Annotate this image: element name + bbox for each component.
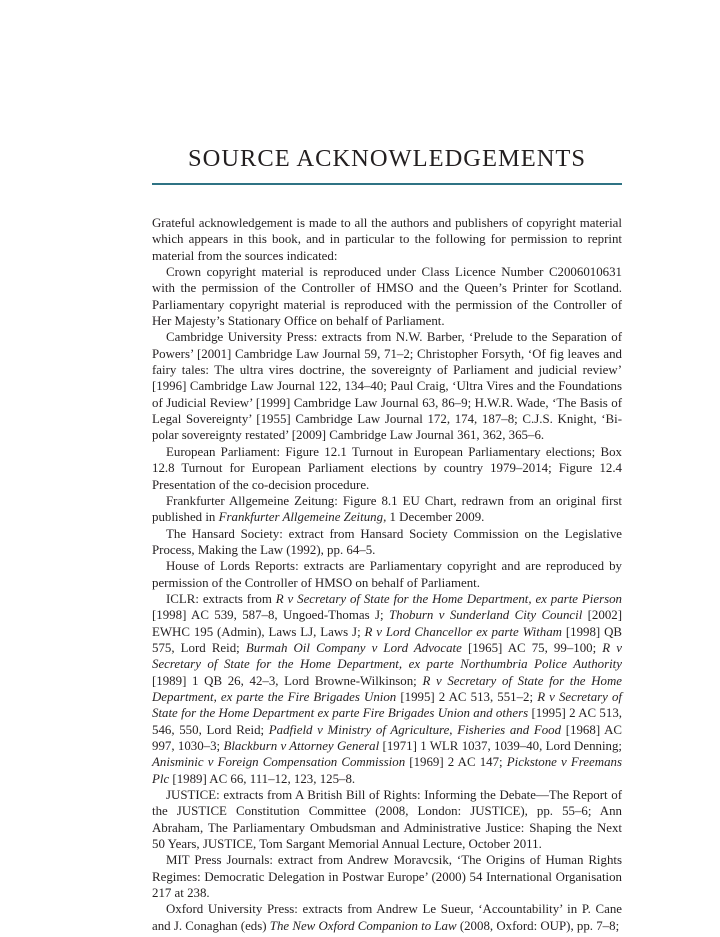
acknowledgements-body [152, 215, 622, 934]
paragraph [152, 215, 622, 264]
page-title: SOURCE ACKNOWLEDGEMENTS [188, 145, 586, 172]
title-rule [152, 183, 622, 185]
italic-text: Anisminic v Foreign Compensation Commission [152, 755, 406, 770]
text-run: [1965] AC 75, 99–100; [461, 640, 603, 655]
text-run: JUSTICE: extracts from A British Bill of Rights: Informing the Debate—The Report of the JUSTICE Constitution Committee (2008, London: JUSTICE), pp. 55–6; Ann Abraham, The Parliamentary Ombudsman and Administrative Justice: Shaping the Next 50 Years, JUSTICE, Tom Sargant Memorial Annual Lecture, October 2011. [152, 788, 622, 852]
text-run: [1969] 2 AC 147; [405, 755, 507, 770]
paragraph [152, 264, 622, 329]
italic-text: R v Lord Chancellor ex parte Witham [364, 624, 562, 639]
text-run: [1968] AC 997, 1030–3; [152, 722, 622, 753]
italic-text: Burmah Oil Company v Lord Advocate [245, 640, 462, 655]
paragraph [152, 852, 622, 901]
paragraph [152, 329, 622, 443]
text-run: [1995] 2 AC 513, 546, 550, Lord Reid; [152, 706, 622, 737]
text-run: [2002] EWHC 195 (Admin), Laws LJ, Laws J; [152, 608, 623, 639]
paragraph [152, 787, 622, 852]
paragraph [152, 526, 622, 559]
italic-text: R v Secretary of State for the Home Department ex parte Fire Brigades Union and others [152, 689, 622, 721]
paragraph [152, 901, 622, 934]
text-run: Grateful acknowledgement is made to all the authors and publishers of copyright material which appears in this book, and in particular to the following for permission to reprint material from the sources indicated: [152, 216, 622, 263]
text-run: [1989] 1 QB 26, 42–3, Lord Browne-Wilkinson; [152, 673, 423, 688]
text-run: [1971] 1 WLR 1037, 1039–40, Lord Denning; [379, 739, 623, 753]
text-run: [1989] AC 66, 111–12, 123, 125–8. [169, 771, 356, 786]
italic-text: R v Secretary of State for the Home Department, ex parte the Fire Brigades Union [152, 673, 622, 704]
text-run: [1998] QB 575, Lord Reid; [152, 624, 622, 655]
text-run: Oxford University Press: extracts from Andrew Le Sueur, ‘Accountability’ in P. Cane and J. Conaghan (eds) [152, 902, 622, 933]
italic-text: Pickstone v Freemans Plc [152, 755, 622, 786]
text-run: European Parliament: Figure 12.1 Turnout in European Parliamentary elections; Box 12.8 Turnout for European Parliament elections by country 1979–2014; Figure 12.4 Presentation of the co-decision procedure. [152, 444, 622, 492]
text-run: ICLR: extracts from [166, 591, 276, 606]
text-run: Cambridge University Press: extracts from N.W. Barber, ‘Prelude to the Separation of Powers’ [2001] Cambridge Law Journal 59, 71–2; Christopher Forsyth, ‘Of fig leaves and fairy tales: The ultra vires doctrine, the sovereignty of Parliament and judicial review’ [1996] Cambridge Law Journal 122, 134–40; Paul Craig, ‘Ultra Vires and the Foundations of Judicial Review’ [1999] Cambridge Law Journal 63, 86–9; H.W.R. Wade, ‘The Basis of Legal Sovereignty’ [1955] Cambridge Law Journal 172, 174, 187–8; C.J.S. Knight, ‘Bi-polar sovereignty restated’ [2009] Cambridge Law Journal 361, 362, 365–6. [152, 330, 622, 443]
text-run: [1998] AC 539, 587–8, Ungoed-Thomas J; [152, 608, 389, 623]
italic-text: Padfield v Ministry of Agriculture, Fisheries and Food [268, 722, 562, 737]
italic-text: Thoburn v Sunderland City Council [388, 608, 583, 623]
text-run: Frankfurter Allgemeine Zeitung: Figure 8.1 EU Chart, redrawn from an original first published in [152, 493, 622, 525]
italic-text: Frankfurter Allgemeine Zeitung [218, 510, 384, 525]
paragraph [152, 591, 622, 787]
text-run: [1995] 2 AC 513, 551–2; [396, 689, 538, 704]
italic-text: The New Oxford Companion to Law [269, 918, 457, 933]
text-run: , 1 December 2009. [383, 510, 485, 525]
paragraph [152, 444, 622, 493]
text-run: MIT Press Journals: extract from Andrew Moravcsik, ‘The Origins of Human Rights Regimes: Democratic Delegation in Postwar Europe’ (2000) 54 International Organisation 217 at 238. [152, 853, 622, 901]
text-run: (2008, Oxford: OUP), pp. 7–8; [456, 918, 620, 933]
text-run: House of Lords Reports: extracts are Parliamentary copyright and are reproduced by permission of the Controller of HMSO on behalf of Parliament. [152, 559, 622, 590]
italic-text: R v Secretary of State for the Home Department, ex parte Northumbria Police Authority [152, 640, 622, 672]
italic-text: Blackburn v Attorney General [223, 739, 380, 753]
text-run: Crown copyright material is reproduced under Class Licence Number C2006010631 with the permission of the Controller of HMSO and the Queen’s Printer for Scotland. Parliamentary copyright material is reproduced with the permission of the Controller of Her Majesty’s Stationary Office on behalf of Parliament. [152, 265, 622, 329]
italic-text: R v Secretary of State for the Home Department, ex parte Pierson [275, 591, 622, 606]
text-run: The Hansard Society: extract from Hansard Society Commission on the Legislative Process, Making the Law (1992), pp. 64–5. [152, 526, 622, 557]
paragraph [152, 558, 622, 591]
paragraph [152, 493, 622, 526]
